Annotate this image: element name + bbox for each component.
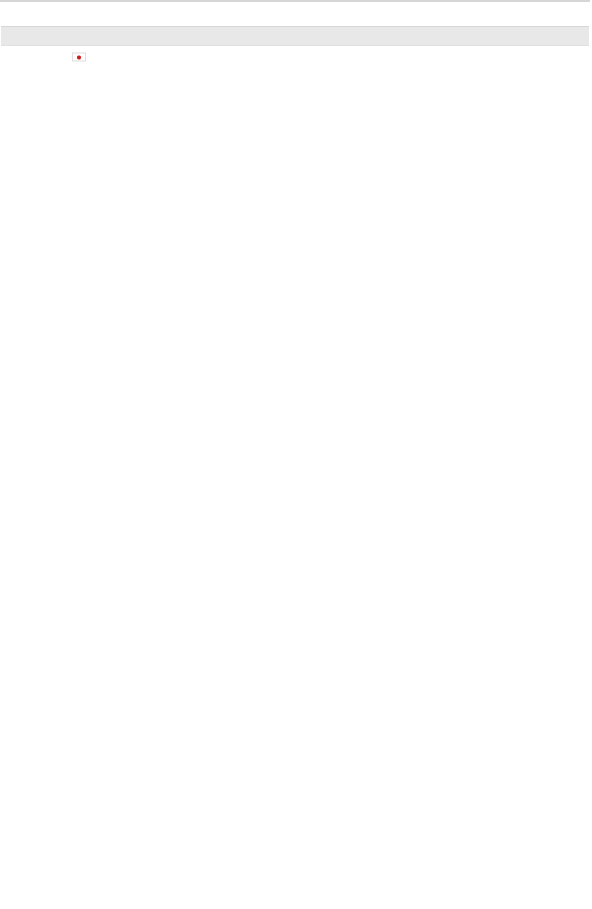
jp-flag-icon bbox=[72, 53, 86, 62]
day-separator bbox=[1, 26, 589, 46]
holiday-row[interactable] bbox=[1, 45, 589, 68]
economic-calendar bbox=[0, 0, 590, 2]
table-header bbox=[1, 1, 589, 26]
